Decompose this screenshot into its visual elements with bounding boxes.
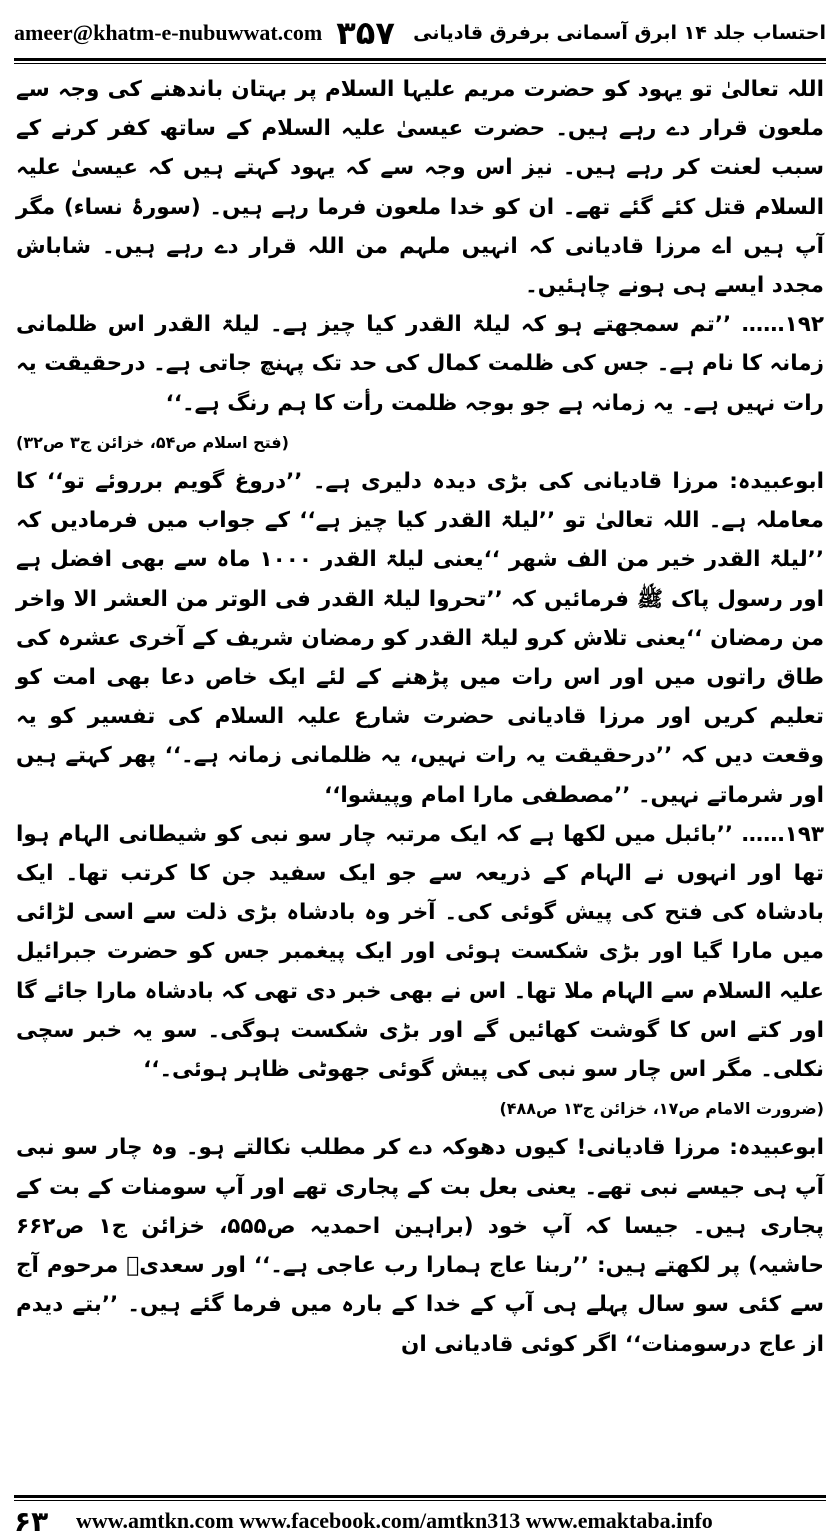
- paragraph-abu-ubaidah-2: ابوعبیدہ: مرزا قادیانی! کیوں دھوکہ دے کر مطلب نکالتے ہو۔ وہ چار سو نبی آپ ہی جیسے نبی تھے۔ یعنی بعل بت کے پجاری تھے اور آپ سومنات کے بت کے پجاری ہیں۔ جیسا کہ آپ خود (براہین احمدیہ ص۵۵۵، خزائن ج۱ ص۶۶۲ حاشیہ) پر لکھتے ہیں: ’’ربنا عاج ہمارا رب عاجی ہے۔‘‘ اور سعدیؒ مرحوم آج سے کئی سو سال پہلے ہی آپ کے خدا کے بارہ میں فرما گئے ہیں۔ ’’بتے دیدم از عاج درسومنات‘‘ اگر کوئی قادیانی ان: [16, 1135, 824, 1357]
- header-rule-thick: [14, 58, 826, 61]
- paragraph-193: ۱۹۳…… ’’بائبل میں لکھا ہے کہ ایک مرتبہ چار سو نبی کو شیطانی الہام ہوا تھا اور انہوں نے الہام کے ذریعہ سے جو ایک سفید جن کا کرتب تھا۔ ایک بادشاہ کی فتح کی پیش گوئی کی۔ آخر وہ بادشاہ بڑی ذلت سے اسی لڑائی میں مارا گیا اور بڑی شکست ہوئی اور ایک پیغمبر جس کو حضرت جبرائیل علیہ السلام سے الہام ملا تھا۔ اس نے بھی خبر دی تھی کہ بادشاہ مارا جائے گا اور کتے اس کا گوشت کھائیں گے اور بڑی شکست ہوگی۔ سو یہ خبر سچی نکلی۔ مگر اس چار سو نبی کی پیش گوئی جھوٹی ظاہر ہوئی۔‘‘: [16, 821, 824, 1083]
- footer-rule-thin: [14, 1500, 826, 1501]
- header-email: ameer@khatm-e-nubuwwat.com: [14, 20, 323, 45]
- header-rule-thin: [14, 63, 826, 64]
- header-book-title: احتساب جلد ۱۴ ابرق آسمانی برفرق قادیانی: [413, 22, 826, 44]
- paragraph-1: اللہ تعالیٰ تو یہود کو حضرت مریم علیہا السلام پر بہتان باندھنے کی وجہ سے ملعون قرار دے رہے ہیں۔ حضرت عیسیٰ علیہ السلام کے ساتھ کفر کرنے کے سبب لعنت کر رہے ہیں۔ نیز اس وجہ سے کہ یہود کہتے ہیں کہ عیسیٰ علیہ السلام قتل کئے گئے تھے۔ ان کو خدا ملعون فرما رہے ہیں۔ (سورۂ نساء) مگر آپ ہیں اے مرزا قادیانی کہ انہیں ملہم من اللہ قرار دے رہے ہیں۔ شاباش مجدد ایسے ہی ہونے چاہئیں۔: [16, 77, 824, 299]
- page-body: [16, 70, 824, 1364]
- footer-rule-thick: [14, 1495, 826, 1498]
- header-left: [14, 14, 395, 52]
- paragraph-192: ۱۹۲…… ’’تم سمجھتے ہو کہ لیلۃ القدر کیا چیز ہے۔ لیلۃ القدر اس ظلمانی زمانہ کا نام ہے۔ جس کی ظلمت کمال کی حد تک پہنچ جاتی ہے۔ درحقیقت یہ رات نہیں ہے۔ یہ زمانہ ہے جو بوجہ ظلمت رأت کا ہم رنگ ہے۔‘‘: [16, 312, 824, 416]
- reference-192: [16, 423, 824, 462]
- footer-page-number: ۶۳: [14, 1504, 49, 1538]
- paragraph-abu-ubaidah-1: ابوعبیدہ: مرزا قادیانی کی بڑی دیدہ دلیری ہے۔ ’’دروغ گویم برروئے تو‘‘ کا معاملہ ہے۔ اللہ تعالیٰ تو ’’لیلۃ القدر کیا چیز ہے‘‘ کے جواب میں فرمادیں کہ ’’لیلۃ القدر خیر من الف شھر ‘‘یعنی لیلۃ القدر ۱۰۰۰ ماہ سے بھی افضل ہے اور رسول پاک ﷺ فرمائیں کہ ’’تحروا لیلۃ القدر فی الوتر من العشر الا واخر من رمضان ‘‘یعنی تلاش کرو لیلۃ القدر کو رمضان شریف کے آخری عشرہ کی طاق راتوں میں اور اس رات میں پڑھنے کے لئے ایک خاص دعا بھی امت کو تعلیم کریں اور مرزا قادیانی حضرت شارع علیہ السلام کی تفسیر کو یہ وقعت دیں کہ ’’درحقیقت یہ رات نہیں، یہ ظلمانی زمانہ ہے۔‘‘ پھر کہتے ہیں اور شرماتے نہیں۔ ’’مصطفی مارا امام وپیشوا‘‘: [16, 469, 824, 808]
- page-footer: [14, 1506, 826, 1536]
- reference-193: (ضرورت الامام ص۱۷، خزائن ج۱۳ ص۴۸۸): [499, 1099, 824, 1119]
- header-page-number: ۳۵۷: [336, 14, 395, 52]
- footer-links: www.amtkn.com www.facebook.com/amtkn313 www.emaktaba.info: [76, 1508, 713, 1533]
- page-header: [14, 10, 826, 56]
- reference-192-text: (فتح اسلام ص۵۴، خزائن ج۳ ص۳۲): [16, 432, 289, 452]
